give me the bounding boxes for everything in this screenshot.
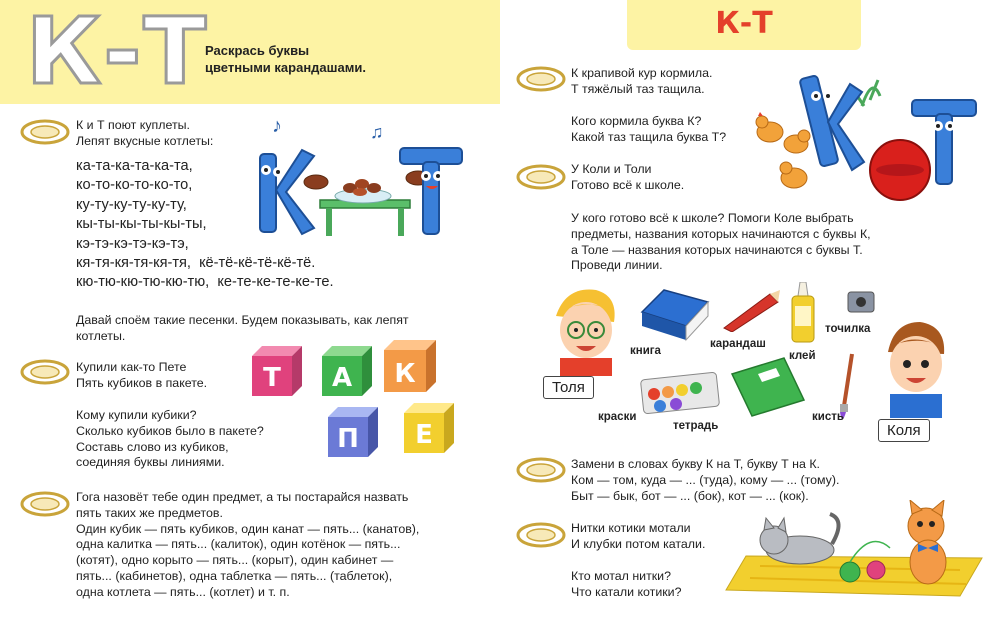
bowl-icon [516,164,566,190]
bowl-icon [516,66,566,92]
verse-krapiva: К крапивой кур кормила. Т тяжёлый таз тащила. [571,66,713,96]
svg-text:♫: ♫ [370,122,384,142]
label-klei: клей [789,350,816,362]
hens-basin-illustration [752,66,992,206]
school-task: У кого готово всё к школе? Помоги Коле выбрать предметы, названия которых начинаются с буквы К, а Толе — названия которых начинаются с буквы Т. Проведи линии. [571,211,871,273]
label-kist: кисть [812,411,844,423]
label-tochilka: точилка [825,323,871,335]
cube-k [384,340,436,392]
plural-game-text: Гога назовёт тебе один предмет, а ты постарайся назвать пять таких же предметов. Один кубик — пять кубиков, один канат — пять... (канатов), одна калитка — пять... (калиток), один котёнок — пять... (котят), одно корыто — пять... (корыт), один кабинет — пять... (кабинетов), одна таблетка — пять... (таблеток), одна котлета — пять... (котлет) и т. п. [76,490,420,599]
cube-letter: К [394,359,416,389]
svg-text:♪: ♪ [272,120,282,137]
verse-kubiki: Купили как-то Пете Пять кубиков в пакете. [76,360,208,390]
cube-letter: А [331,363,353,393]
name-tag-tolya: Толя [543,376,594,399]
cube-t [252,346,302,396]
label-kniga: книга [630,345,661,357]
name-tag-kolya: Коля [878,419,930,442]
bowl-icon [20,359,70,385]
cube-p [328,407,378,457]
letters-cooking-illustration [250,120,470,250]
label-tetrad: тетрадь [673,420,719,432]
title-band [627,0,861,50]
glue-icon [788,282,818,344]
label-karandash: карандаш [710,338,766,350]
page-title: К-Т [715,6,773,41]
tolya-boy-illustration [546,286,626,376]
kotiki-questions: Кто мотал нитки? Что катали котики? [571,569,682,599]
cube-letter: Т [263,363,281,393]
cube-letter: Е [415,420,433,450]
verse-kotiki: Нитки котики мотали И клубки потом катали. [571,521,706,551]
bowl-icon [516,457,566,483]
cats-yarn-illustration [720,500,990,600]
cube-a [322,346,372,396]
cube-letter: П [337,424,359,454]
paints-icon [640,370,720,416]
bowl-icon [20,119,70,145]
page-title: К-Т [26,0,209,105]
bowl-icon [516,522,566,548]
verse-questions: Кого кормила буква К? Какой таз тащила буква Т? [571,114,727,144]
cube-e [404,403,454,453]
verse-kotlety: К и Т поют куплеты. Лепят вкусные котлеты: [76,118,214,148]
book-icon [634,288,710,344]
syllable-chant: ка-та-ка-та-ка-та, ко-то-ко-то-ко-то, ку-ту-ку-ту-ку-ту, кы-ты-кы-ты-кы-ты, кэ-тэ-кэ-тэ-кэ-тэ, кя-тя-кя-тя-кя-тя, кё-тё-кё-тё-кё-тё. кю-тю-кю-тю-кю-тю, ке-те-ке-те-ке-те. [76,158,334,291]
bowl-icon [20,491,70,517]
right-page [500,0,1000,642]
song-instruction: Давай споём такие песенки. Будем показывать, как лепят котлеты. [76,313,409,343]
verse-shkola: У Коли и Толи Готово всё к школе. [571,162,685,192]
kolya-boy-illustration [880,318,952,418]
instruction-text: Раскрась буквы цветными карандашами. [205,43,366,75]
label-kraski: краски [598,411,637,423]
pencil-icon [720,290,782,332]
swap-letters-task: Замени в словах букву К на Т, букву Т на К. Ком — том, куда — ... (туда), кому — ... (тому). Быт — бык, бот — ... (бок), кот — ... (кок). [571,457,840,503]
cube-questions: Кому купили кубики? Сколько кубиков было в пакете? Составь слово из кубиков, соединяя буквы линиями. [76,408,264,470]
sharpener-icon [844,288,880,316]
notebook-icon [728,354,808,420]
